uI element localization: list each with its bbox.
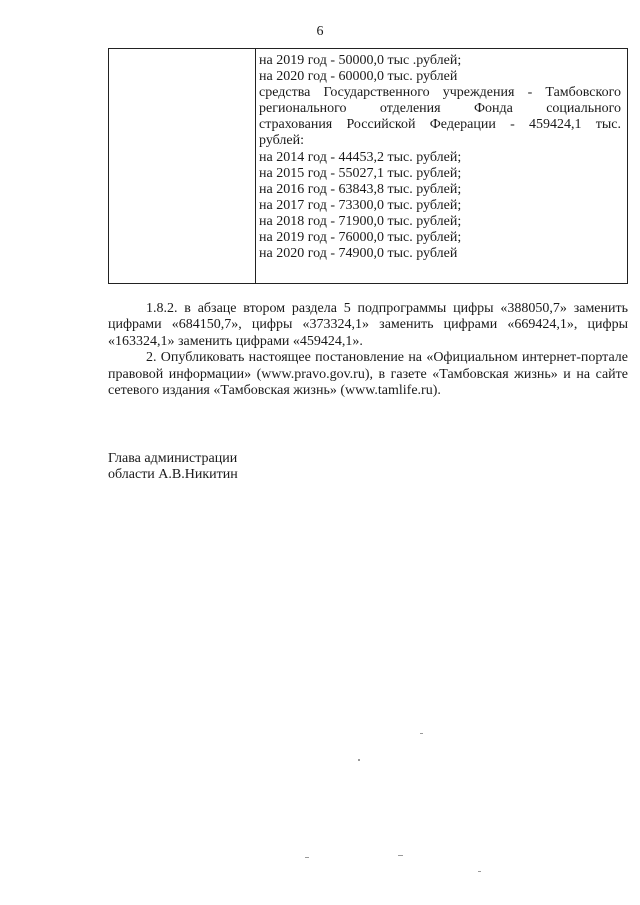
table-line: на 2014 год - 44453,2 тыс. рублей; (259, 149, 462, 165)
paragraph-amendment: 1.8.2. в абзаце втором раздела 5 подпрограммы цифры «388050,7» заменить цифрами «684150,7», цифры «373324,1» заменить цифрами «669424,1», цифры «163324,1» заменить цифрами «459424,1». (108, 301, 628, 349)
table-line: на 2018 год - 71900,0 тыс. рублей; (259, 213, 462, 229)
table-line: на 2016 год - 63843,8 тыс. рублей; (259, 181, 462, 197)
signature-block (108, 451, 238, 484)
scan-speck (478, 871, 481, 872)
signature-title: Глава администрации (108, 451, 238, 466)
table-line: на 2020 год - 74900,0 тыс. рублей (259, 246, 458, 262)
table-line: рублей: (259, 133, 304, 149)
signature-name: области А.В.Никитин (108, 467, 238, 483)
financing-table (108, 48, 628, 284)
page-number: 6 (316, 24, 324, 39)
table-line: на 2015 год - 55027,1 тыс. рублей; (259, 165, 462, 181)
table-line: на 2019 год - 76000,0 тыс. рублей; (259, 230, 462, 246)
table-line: страхования Российской Федерации - 459424,1 тыс. (259, 117, 621, 133)
table-line: на 2020 год - 60000,0 тыс. рублей (259, 69, 458, 85)
scan-speck (358, 759, 360, 761)
table-column-divider (255, 49, 256, 283)
table-right-cell (259, 53, 621, 262)
scan-speck (420, 733, 423, 734)
table-line: средства Государственного учреждения - Тамбовского (259, 85, 621, 101)
table-line: регионального отделения Фонда социального (259, 101, 621, 117)
scan-speck (398, 855, 403, 856)
document-body (108, 301, 628, 399)
table-line: на 2017 год - 73300,0 тыс. рублей; (259, 197, 462, 213)
scan-speck (305, 857, 309, 858)
table-line: на 2019 год - 50000,0 тыс .рублей; (259, 53, 462, 68)
paragraph-publication: 2. Опубликовать настоящее постановление на «Официальном интернет-портале правовой информации» (www.pravo.gov.ru), в газете «Тамбовская жизнь» и на сайте сетевого издания «Тамбовская жизнь» (www.tamlife.ru). (108, 350, 628, 399)
